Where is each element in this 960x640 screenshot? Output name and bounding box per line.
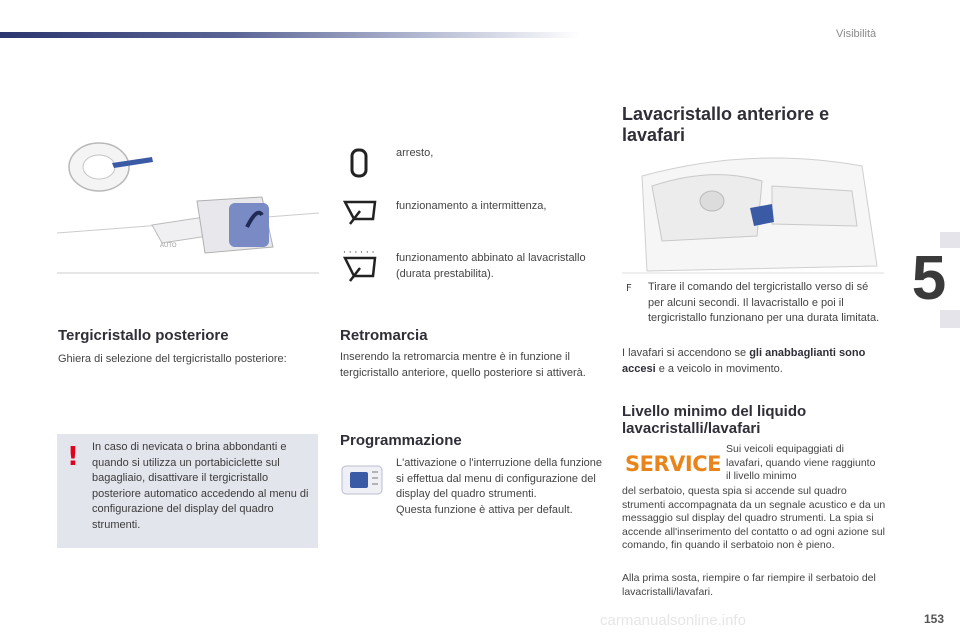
reverse-title: Retromarcia	[340, 327, 428, 344]
min-level-text-last: Alla prima sosta, riempire o far riempire il serbatoio del lavacristalli/lavafari.	[622, 572, 876, 598]
front-washer-title: Lavacristallo anteriore e lavafari	[622, 104, 830, 145]
rear-wiper-text: Ghiera di selezione del tergicristallo posteriore:	[58, 353, 287, 365]
mode-label-wash: funzionamento abbinato al lavacristallo (durata prestabilita).	[396, 252, 586, 280]
headlamp-washer-note: I lavafari si accendono se gli anabbaglianti sono accesi e a veicolo in movimento.	[622, 347, 866, 375]
configuration-menu-icon	[340, 462, 386, 498]
section-title: Visibilità	[836, 28, 877, 40]
chapter-number: 5	[898, 248, 960, 310]
page-number: 153	[923, 612, 944, 626]
svg-text:· · · · · ·: · · · · · ·	[343, 248, 375, 258]
front-washer-bullet: Tirare il comando del tergicristallo verso di sé per alcuni secondi. Il lavacristallo e poi il tergicristallo funzionano per una durata limitata.	[648, 281, 880, 324]
rear-wiper-title: Tergicristallo posteriore	[58, 327, 229, 344]
min-level-text-long: del serbatoio, questa spia si accende sul quadro strumenti accompagnata da un segnale acustico e da un messaggio sul display del quadro strumenti. La spia si accende all'inserimento del contatto o ad ogni azione sul comando, fin quando il serbatoio non è pieno.	[622, 485, 886, 551]
mode-label-intermittent: funzionamento a intermittenza,	[396, 200, 547, 212]
warning-box	[57, 434, 318, 548]
svg-text:AUTO: AUTO	[160, 243, 177, 249]
min-level-text-short: Sui veicoli equipaggiati di lavafari, quando viene raggiunto il livello minimo	[726, 443, 876, 482]
mode-label-off: arresto,	[396, 147, 434, 159]
rear-wiper-wash-icon	[340, 246, 380, 284]
bullet-icon: F	[626, 283, 632, 294]
warning-text: In caso di nevicata o brina abbondanti e quando si utilizza un portabiciclette sul bagagliaio, disattivare il tergicristallo posteriore automatico accedendo al menu di configurazione del display del quadro strumenti.	[92, 441, 309, 531]
service-warning-icon: SERVICE	[625, 452, 721, 476]
programming-text: L'attivazione o l'interruzione della funzione si effettua dal menu di configurazione del display del quadro strumenti. Questa funzione è attiva per default.	[396, 457, 602, 516]
rear-wiper-off-icon	[340, 146, 380, 182]
reverse-text: Inserendo la retromarcia mentre è in funzione il tergicristallo anteriore, quello posteriore si attiverà.	[340, 351, 586, 379]
min-level-title: Livello minimo del liquido lavacristalli/lavafari	[622, 403, 807, 437]
rear-wiper-stalk-illustration	[57, 135, 319, 275]
rear-wiper-intermittent-icon	[340, 197, 380, 227]
header-bar	[0, 32, 580, 38]
exclamation-icon: !	[67, 442, 79, 472]
watermark: carmanualsonline.info	[600, 612, 746, 629]
front-washer-illustration	[622, 146, 884, 274]
programming-title: Programmazione	[340, 432, 462, 449]
